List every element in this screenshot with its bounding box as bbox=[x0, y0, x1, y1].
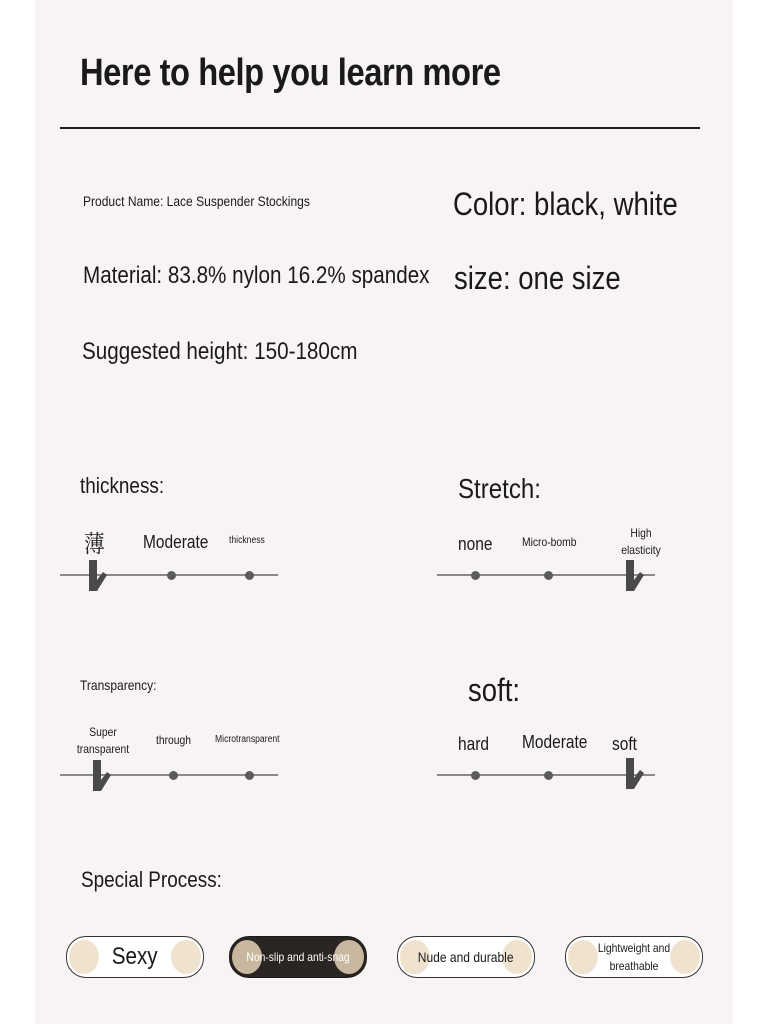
transparency-selection-marker-icon bbox=[91, 758, 113, 792]
soft-option-3: soft bbox=[612, 734, 637, 754]
thickness-option-1: 薄 bbox=[84, 531, 105, 558]
transparency-option-2: through bbox=[156, 733, 192, 747]
product-name: Product Name: Lace Suspender Stockings bbox=[83, 193, 310, 209]
stretch-dot bbox=[471, 571, 480, 580]
material-spec: Material: 83.8% nylon 16.2% spandex bbox=[83, 262, 430, 289]
stretch-label: Stretch: bbox=[458, 473, 541, 504]
color-spec: Color: black, white bbox=[453, 186, 678, 222]
badge-nude-durable bbox=[397, 936, 535, 978]
stretch-dot bbox=[544, 571, 553, 580]
thickness-dot bbox=[167, 571, 176, 580]
size-spec: size: one size bbox=[454, 260, 621, 296]
transparency-option-3: Microtransparent bbox=[215, 734, 280, 745]
title-divider bbox=[60, 127, 700, 129]
transparency-option-1: Super transparent bbox=[76, 725, 130, 756]
soft-label: soft: bbox=[468, 672, 521, 708]
thickness-option-2: Moderate bbox=[143, 532, 209, 552]
soft-option-1: hard bbox=[458, 734, 489, 754]
thickness-option-3: thickness bbox=[229, 535, 265, 546]
badge-non-slip bbox=[229, 936, 367, 978]
transparency-dot bbox=[169, 771, 178, 780]
stretch-option-2: Micro-bomb bbox=[522, 535, 577, 549]
page-title: Here to help you learn more bbox=[80, 52, 501, 94]
thickness-selection-marker-icon bbox=[87, 558, 109, 592]
stretch-selection-marker-icon bbox=[624, 558, 646, 592]
badge-lightweight bbox=[565, 936, 703, 978]
soft-dot bbox=[471, 771, 480, 780]
soft-selection-marker-icon bbox=[624, 756, 646, 790]
transparency-dot bbox=[245, 771, 254, 780]
thickness-label: thickness: bbox=[80, 473, 165, 498]
stretch-option-3: High elasticity bbox=[621, 526, 661, 557]
badge-non-slip-label: Non-slip and anti-snag bbox=[246, 950, 350, 964]
transparency-label: Transparency: bbox=[80, 677, 157, 693]
special-process-label: Special Process: bbox=[81, 867, 222, 892]
stretch-option-1: none bbox=[458, 534, 493, 554]
thickness-dot bbox=[245, 571, 254, 580]
soft-dot bbox=[544, 771, 553, 780]
height-spec: Suggested height: 150-180cm bbox=[82, 338, 358, 365]
badge-lightweight-label: Lightweight and breathable bbox=[597, 941, 671, 973]
badge-sexy bbox=[66, 936, 204, 978]
soft-option-2: Moderate bbox=[522, 732, 588, 752]
badge-nude-durable-label: Nude and durable bbox=[418, 949, 514, 965]
badge-sexy-label: Sexy bbox=[112, 943, 158, 970]
